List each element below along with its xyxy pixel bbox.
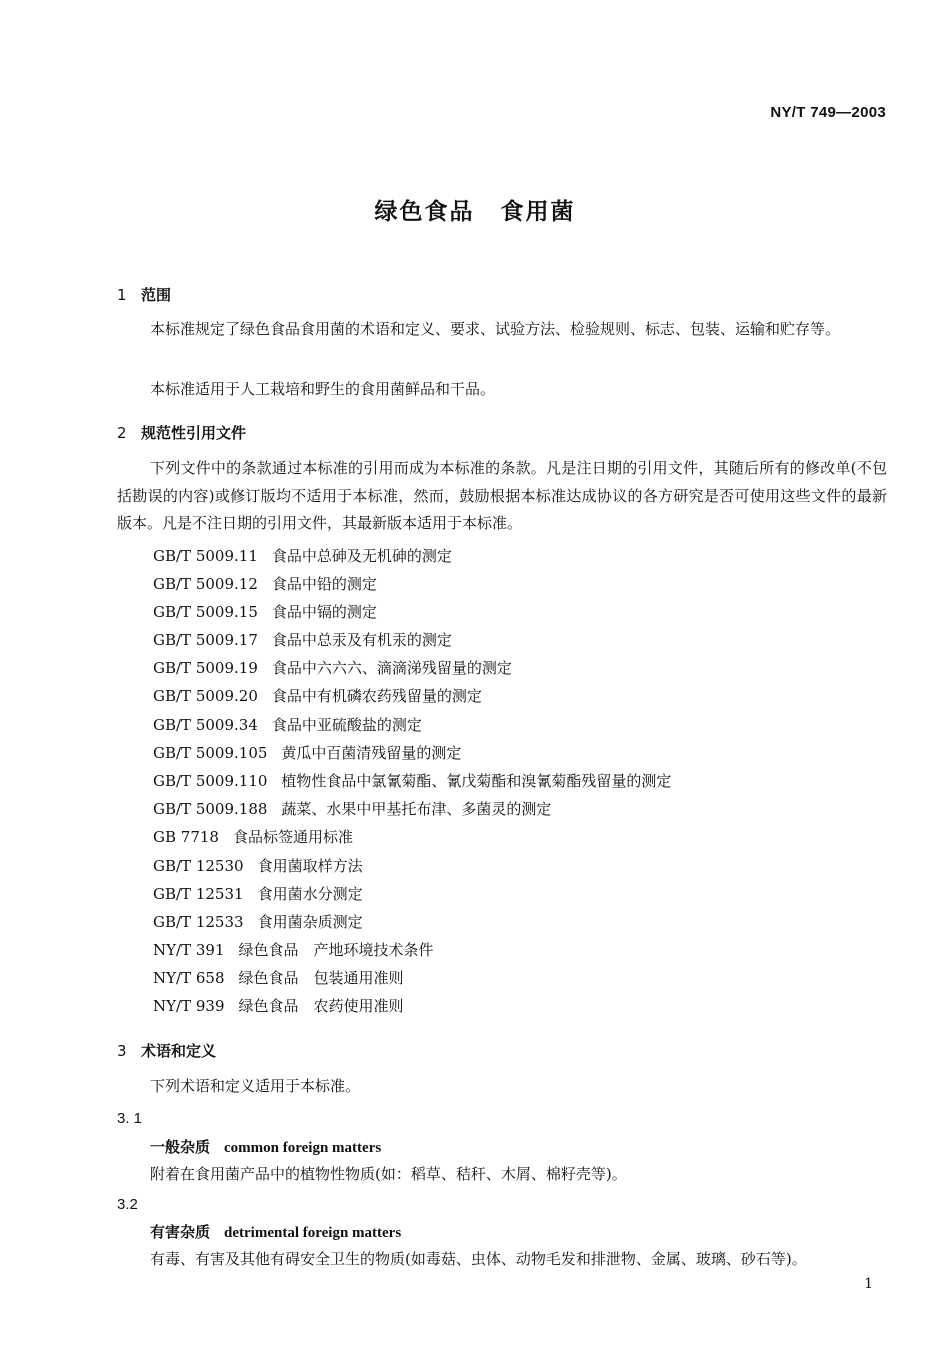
reference-code: GB/T 5009.110	[153, 772, 268, 790]
reference-item	[153, 995, 404, 1016]
reference-name: 食品标签通用标准	[232, 828, 353, 846]
reference-item	[153, 742, 461, 763]
reference-code: GB 7718	[153, 828, 219, 846]
term-heading	[150, 1221, 401, 1242]
reference-name: 黄瓜中百菌清残留量的测定	[281, 744, 462, 762]
reference-name: 绿色食品 农药使用准则	[238, 997, 404, 1015]
reference-item	[153, 967, 404, 988]
reference-item	[153, 911, 363, 932]
reference-code: NY/T 391	[153, 941, 225, 959]
reference-code: NY/T 939	[153, 997, 225, 1015]
reference-code: GB/T 5009.17	[153, 631, 258, 649]
reference-name: 食用菌取样方法	[257, 857, 363, 875]
reference-name: 食用菌水分测定	[257, 885, 363, 903]
section-number: 2	[117, 424, 127, 442]
section-2-heading	[117, 422, 246, 443]
reference-name: 食品中总砷及无机砷的测定	[271, 547, 452, 565]
reference-name: 蔬菜、水果中甲基托布津、多菌灵的测定	[281, 800, 552, 818]
reference-code: GB/T 5009.34	[153, 716, 258, 734]
reference-code: GB/T 5009.105	[153, 744, 268, 762]
term-number: 3.2	[117, 1196, 138, 1213]
reference-item	[153, 657, 512, 678]
term-number: 3. 1	[117, 1110, 143, 1127]
reference-item	[153, 601, 377, 622]
reference-item	[153, 798, 551, 819]
reference-item	[153, 883, 363, 904]
section-number: 1	[117, 286, 127, 304]
section-1-paragraph-2: 本标准适用于人工栽培和野生的食用菌鲜品和干品。	[150, 380, 496, 398]
reference-name: 植物性食品中氯氰菊酯、氰戊菊酯和溴氰菊酯残留量的测定	[281, 772, 672, 790]
reference-name: 食品中总汞及有机汞的测定	[271, 631, 452, 649]
section-3-paragraph-1: 下列术语和定义适用于本标准。	[150, 1077, 361, 1095]
reference-item	[153, 939, 434, 960]
reference-name: 绿色食品 包装通用准则	[238, 969, 404, 987]
reference-item	[153, 573, 377, 594]
section-1-heading	[117, 284, 171, 305]
section-2-paragraph-1: 下列文件中的条款通过本标准的引用而成为本标准的条款。凡是注日期的引用文件，其随后所有的修改单(不包括勘误的内容)或修订版均不适用于本标准，然而，鼓励根据本标准达成协议的各方研究是否可使用这些文件的最新版本。凡是不注日期的引用文件，其最新版本适用于本标准。	[117, 459, 887, 532]
reference-name: 食品中六六六、滴滴涕残留量的测定	[271, 659, 512, 677]
term-chinese: 一般杂质	[150, 1138, 211, 1156]
reference-item	[153, 855, 363, 876]
reference-code: GB/T 12533	[153, 913, 244, 931]
reference-code: GB/T 5009.11	[153, 547, 258, 565]
reference-item	[153, 545, 452, 566]
reference-code: NY/T 658	[153, 969, 225, 987]
reference-name: 绿色食品 产地环境技术条件	[238, 941, 434, 959]
section-title: 规范性引用文件	[141, 424, 247, 442]
title-part-1: 绿色食品	[374, 199, 475, 225]
reference-name: 食品中亚硫酸盐的测定	[271, 716, 422, 734]
reference-code: GB/T 5009.19	[153, 659, 258, 677]
term-chinese: 有害杂质	[150, 1223, 211, 1241]
section-3-heading	[117, 1040, 216, 1061]
reference-item	[153, 685, 482, 706]
term-definition: 有毒、有害及其他有碍安全卫生的物质(如毒菇、虫体、动物毛发和排泄物、金属、玻璃、砂石等)。	[150, 1250, 807, 1268]
reference-name: 食品中有机磷农药残留量的测定	[271, 687, 482, 705]
reference-code: GB/T 12531	[153, 885, 244, 903]
reference-item	[153, 714, 422, 735]
term-english: detrimental foreign matters	[224, 1225, 402, 1241]
term-heading	[150, 1136, 381, 1157]
reference-name: 食品中镉的测定	[271, 603, 377, 621]
term-definition: 附着在食用菌产品中的植物性物质(如：稻草、秸秆、木屑、棉籽壳等)。	[150, 1165, 627, 1183]
section-title: 范围	[141, 286, 172, 304]
reference-code: GB/T 12530	[153, 857, 244, 875]
reference-code: GB/T 5009.188	[153, 800, 268, 818]
reference-item	[153, 826, 353, 847]
term-english: common foreign matters	[224, 1140, 382, 1156]
standard-number: NY/T 749—2003	[770, 104, 886, 121]
reference-name: 食用菌杂质测定	[257, 913, 363, 931]
page-number: 1	[864, 1276, 873, 1292]
section-number: 3	[117, 1042, 127, 1060]
reference-name: 食品中铅的测定	[271, 575, 377, 593]
section-1-paragraph-1: 本标准规定了绿色食品食用菌的术语和定义、要求、试验方法、检验规则、标志、包装、运输和贮存等。	[150, 320, 841, 338]
title-part-2: 食用菌	[500, 199, 576, 225]
reference-code: GB/T 5009.20	[153, 687, 258, 705]
section-title: 术语和定义	[141, 1042, 217, 1060]
reference-item	[153, 629, 452, 650]
reference-item	[153, 770, 671, 791]
reference-code: GB/T 5009.12	[153, 575, 258, 593]
reference-code: GB/T 5009.15	[153, 603, 258, 621]
page-title	[0, 193, 950, 226]
